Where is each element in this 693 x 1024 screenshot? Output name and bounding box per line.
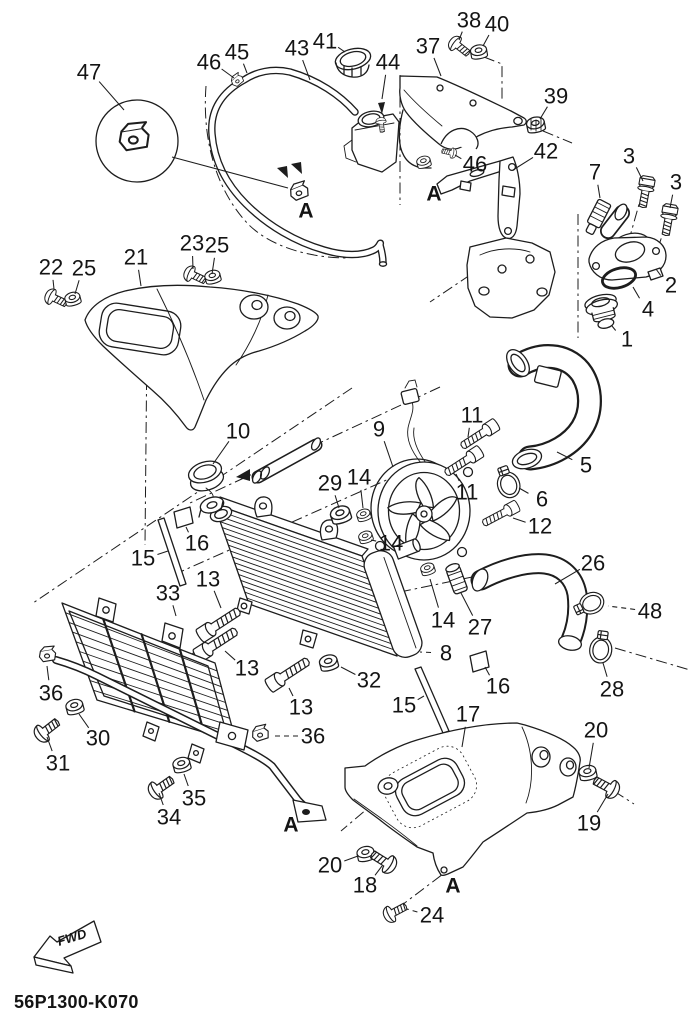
collar-29 [329, 504, 353, 526]
part-callout-12: 12 [527, 513, 553, 539]
leader-line-1 [612, 326, 616, 330]
leader-line-14 [361, 490, 363, 508]
part-callout-30: 30 [85, 725, 111, 751]
part-callout-25: 25 [71, 255, 97, 281]
leader-line-27 [461, 593, 473, 616]
part-callout-6: 6 [535, 486, 549, 512]
seal-15b [415, 667, 449, 733]
tank-grommet [416, 155, 432, 170]
part-callout-28: 28 [599, 676, 625, 702]
leader-line-35 [184, 774, 188, 786]
grommet-32 [318, 653, 339, 672]
washer-30 [65, 698, 85, 717]
fan-wire-connector [401, 380, 420, 405]
leader-line-25 [75, 280, 79, 294]
part-callout-11: 11 [455, 479, 479, 505]
leader-line-47 [99, 82, 124, 110]
pad-16a [174, 507, 193, 528]
part-callout-19: 19 [576, 810, 602, 836]
seal-15a [158, 518, 186, 586]
upper-radiator-hose [502, 346, 589, 473]
part-callout-38: 38 [456, 7, 482, 33]
leader-line-22 [53, 280, 54, 289]
part-callout-1: 1 [620, 326, 634, 352]
leader-line-28 [603, 663, 607, 677]
view-marker-2: A [283, 813, 299, 837]
part-callout-45: 45 [224, 39, 250, 65]
leader-line-4 [633, 287, 640, 298]
leader-line-48 [608, 606, 635, 609]
part-callout-13: 13 [195, 566, 221, 592]
leader-line-12 [513, 518, 526, 522]
leader-line-15 [157, 551, 168, 554]
direction-arrow [236, 469, 250, 481]
reservoir-tank [344, 109, 399, 172]
bolt-31 [31, 714, 64, 746]
part-callout-18: 18 [352, 872, 378, 898]
fwd-label: FWD [55, 925, 89, 949]
part-callout-46: 46 [196, 49, 222, 75]
grommet-40 [470, 44, 488, 60]
part-callout-3: 3 [669, 169, 683, 195]
part-callout-32: 32 [356, 667, 382, 693]
part-callout-44: 44 [375, 49, 401, 75]
view-marker-3: A [445, 874, 461, 898]
bracket-42 [437, 157, 555, 318]
part-callout-40: 40 [484, 11, 510, 37]
leader-line-11 [468, 428, 469, 437]
view-marker-1: A [426, 182, 442, 206]
leader-line-33 [173, 605, 176, 616]
leader-line-44 [382, 75, 386, 99]
leader-line-13 [214, 591, 221, 608]
washer-14a [355, 507, 372, 522]
part-callout-2: 2 [664, 272, 678, 298]
grommet-25a [64, 291, 82, 308]
leader-line-40 [483, 35, 489, 46]
part-callout-34: 34 [156, 804, 182, 830]
leader-line-41 [338, 47, 345, 52]
part-callout-15: 15 [391, 692, 417, 718]
detail-arrow-2 [291, 162, 302, 174]
leader-line-21 [139, 270, 141, 286]
part-callout-35: 35 [181, 785, 207, 811]
part-callout-17: 17 [455, 701, 481, 727]
part-callout-33: 33 [155, 580, 181, 606]
part-callout-20: 20 [583, 717, 609, 743]
part-callout-23: 23 [179, 230, 205, 256]
leader-line-14 [430, 579, 438, 608]
fwd-arrow [34, 921, 101, 973]
radiator-upper-tab [255, 497, 272, 517]
part-callout-26: 26 [580, 550, 606, 576]
thermostat-1 [583, 292, 622, 332]
part-callout-5: 5 [579, 452, 593, 478]
part-callout-36: 36 [300, 723, 326, 749]
part-callout-22: 22 [38, 254, 64, 280]
radiator-cap [186, 457, 227, 517]
part-callout-13: 13 [234, 655, 260, 681]
part-callout-47: 47 [76, 59, 102, 85]
leader-line-46 [455, 155, 461, 159]
part-callout-11: 11 [460, 402, 484, 428]
leader-line-24 [407, 909, 417, 912]
part-callout-43: 43 [284, 35, 310, 61]
bolt-12 [480, 500, 520, 529]
bolt-13c [264, 654, 312, 693]
damper-27 [445, 562, 468, 595]
bolt-3a [635, 175, 656, 209]
hose-clamp-28 [588, 630, 614, 665]
part-callout-20: 20 [317, 852, 343, 878]
part-callout-16: 16 [485, 673, 511, 699]
part-callout-41: 41 [312, 28, 338, 54]
part-callout-14: 14 [378, 530, 404, 556]
leader-line-45 [243, 64, 247, 73]
washer-14b [357, 529, 374, 544]
part-callout-16: 16 [184, 530, 210, 556]
leader-line-10 [213, 441, 229, 464]
part-callout-3: 3 [622, 143, 636, 169]
part-callout-36: 36 [38, 680, 64, 706]
leader-line-39 [540, 107, 547, 119]
leader-line-36 [47, 666, 49, 680]
part-callout-15: 15 [130, 545, 156, 571]
clip-36b [251, 724, 269, 742]
view-marker-0: A [298, 199, 314, 223]
leader-line-46 [222, 69, 234, 78]
leader-line-7 [598, 185, 600, 198]
detail-arrow-1 [277, 166, 288, 178]
part-callout-13: 13 [288, 694, 314, 720]
diagram-code: 56P1300-K070 [14, 992, 139, 1012]
part-callout-14: 14 [346, 464, 372, 490]
part-callout-31: 31 [45, 750, 71, 776]
part-callout-46: 46 [462, 151, 488, 177]
part-callout-8: 8 [439, 640, 453, 666]
side-cover [85, 285, 318, 430]
washer-14c [419, 561, 436, 576]
part-callout-48: 48 [637, 598, 663, 624]
part-callout-7: 7 [588, 159, 602, 185]
clip-47 [120, 122, 149, 150]
bolt-34 [145, 771, 178, 802]
part-callout-37: 37 [415, 33, 441, 59]
leader-line-9 [384, 441, 393, 467]
part-callout-9: 9 [372, 416, 386, 442]
part-callout-14: 14 [430, 607, 456, 633]
part-callout-29: 29 [317, 470, 343, 496]
leader-line-19 [597, 794, 608, 812]
leader-line-20 [344, 856, 358, 861]
clip-36a [39, 646, 55, 662]
leader-line-8 [420, 652, 431, 653]
leader-line-37 [434, 58, 441, 76]
leader-line-32 [341, 667, 355, 675]
leader-line-13 [225, 651, 235, 660]
part-callout-10: 10 [225, 418, 251, 444]
part-callout-42: 42 [533, 138, 559, 164]
bolt-3b [658, 203, 679, 237]
leader-line-15 [418, 696, 424, 700]
part-callout-24: 24 [419, 902, 445, 928]
overflow-pipe [236, 436, 322, 484]
leader-line-20 [589, 743, 593, 768]
part-callout-21: 21 [123, 244, 149, 270]
reservoir-cap [333, 45, 373, 77]
part-callout-25: 25 [204, 232, 230, 258]
part-callout-39: 39 [543, 83, 569, 109]
part-callout-27: 27 [467, 614, 493, 640]
clip-47-installed [288, 180, 309, 201]
leader-line-6 [519, 488, 528, 493]
part-callout-4: 4 [641, 296, 655, 322]
